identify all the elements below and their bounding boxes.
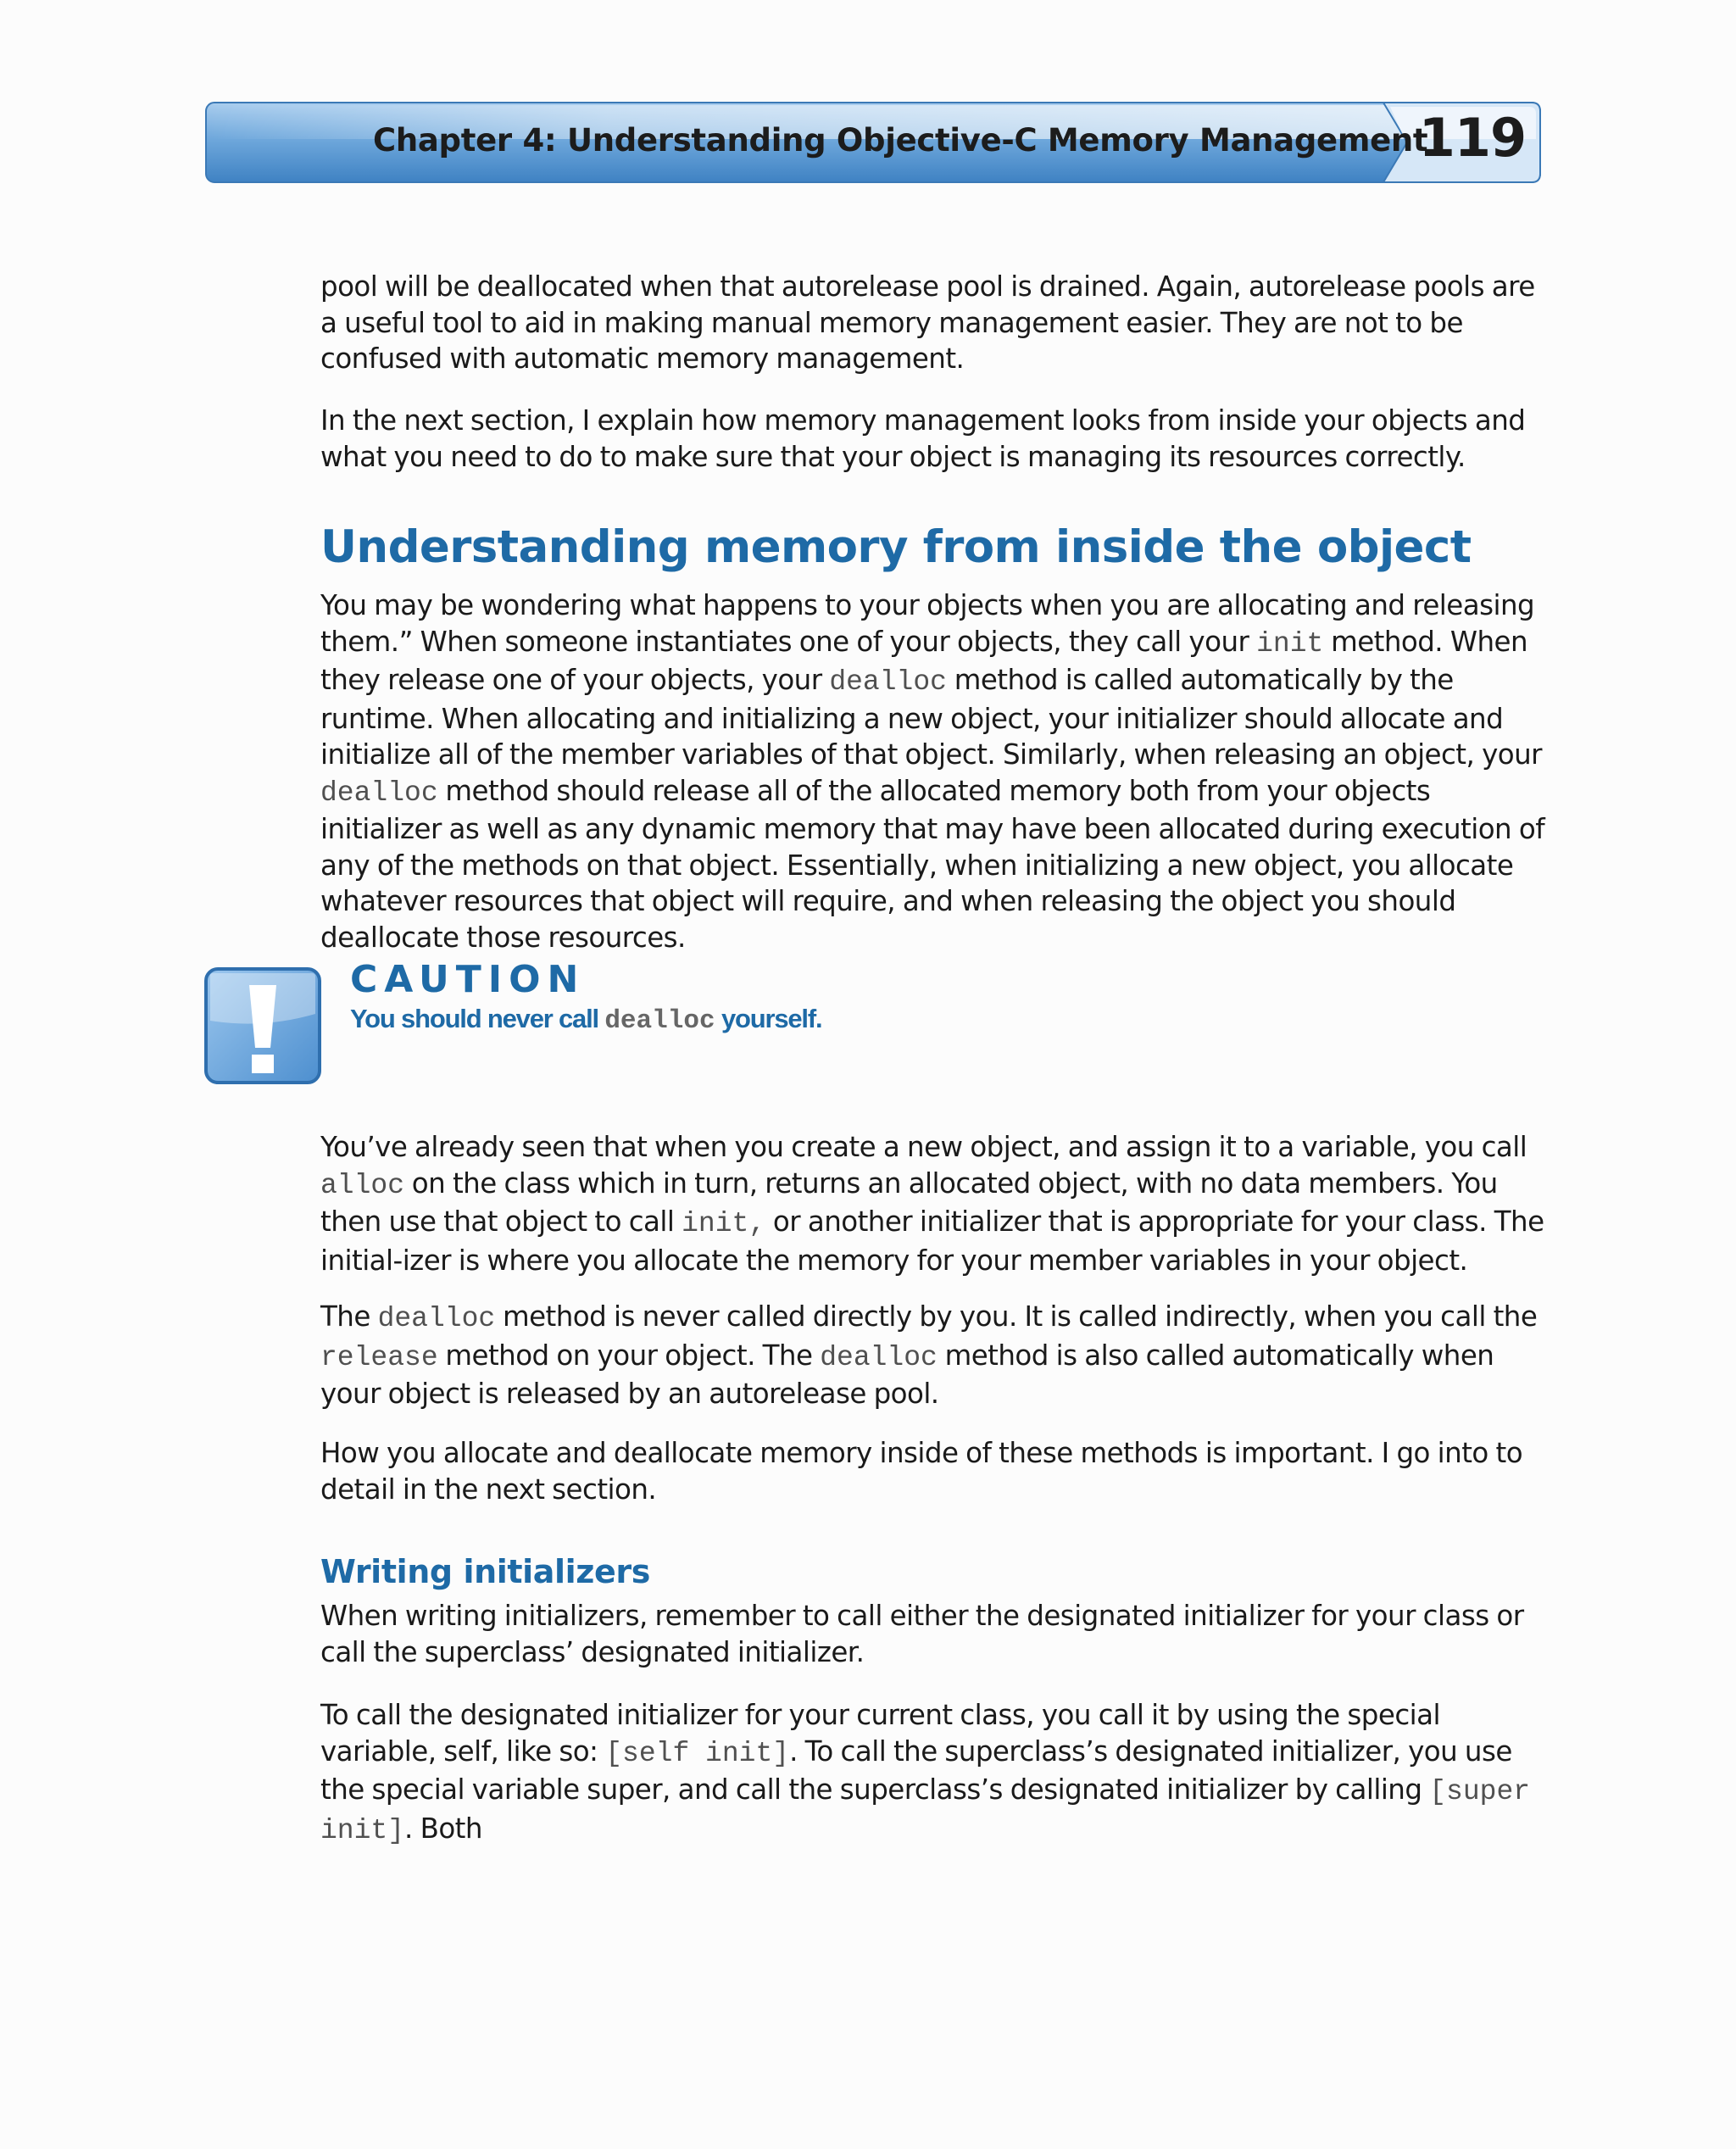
caution-exclamation-icon xyxy=(203,966,322,1085)
paragraph xyxy=(320,1299,1550,1412)
text-run: . To call the superclass’s designated initializer, you use the special variable super, and call the superclass’s designated initializer by calling xyxy=(320,1734,1512,1806)
text-run: method. When they release one of your objects, your xyxy=(320,625,1527,696)
paragraph xyxy=(320,1129,1550,1278)
paragraph: In the next section, I explain how memory management looks from inside your objects and what you need to do to make sure that your object is managing its resources correctly. xyxy=(320,404,1526,473)
caution-heading: CAUTION xyxy=(350,958,586,1001)
inline-code: dealloc xyxy=(377,1303,496,1334)
paragraph: How you allocate and deallocate memory inside of these methods is important. I go into to detail in the next section. xyxy=(320,1437,1523,1506)
text-run: or another initializer that is appropriate for your class. The initial-izer is where you allocate the memory for your member variables in your object. xyxy=(320,1205,1544,1277)
inline-code: init xyxy=(1256,627,1324,660)
inline-code: alloc xyxy=(320,1169,405,1201)
inline-code: dealloc xyxy=(820,1341,938,1373)
text-run: . Both xyxy=(404,1812,482,1845)
subsection-heading: Writing initializers xyxy=(320,1553,650,1590)
text-run: method should release all of the allocated memory both from your objects initializer as well as any dynamic memory that may have been allocated during execution of any of the methods on that object. Essentially, when initializing a new object, you allocate whatever resources that object will require, and when releasing the object you should deallocate those resources. xyxy=(320,774,1545,954)
section-paragraph-1 xyxy=(320,587,1550,955)
inline-code: [self init] xyxy=(605,1737,790,1769)
section-heading: Understanding memory from inside the object xyxy=(320,521,1472,573)
intro-paragraph-1 xyxy=(320,269,1550,377)
caution-text xyxy=(350,1004,821,1036)
subsection-paragraph-2 xyxy=(320,1697,1550,1849)
text-run: To call the designated initializer for your current class, you call it by using the special variable, self, like so: xyxy=(320,1699,1440,1768)
paragraph: When writing initializers, remember to call either the designated initializer for your class or call the superclass’ designated initializer. xyxy=(320,1600,1524,1668)
page-number: 119 xyxy=(1418,107,1527,169)
text-run: The xyxy=(320,1300,378,1333)
text-run: You should never call xyxy=(350,1004,605,1033)
text-run: You’ve already seen that when you create a new object, and assign it to a variable, you call xyxy=(320,1131,1527,1163)
inline-code: [super init] xyxy=(320,1776,1531,1846)
inline-code: release xyxy=(320,1341,438,1373)
inline-code: dealloc xyxy=(829,666,947,698)
text-run: method is never called directly by you. It is called indirectly, when you call the xyxy=(495,1300,1538,1333)
text-run: method is called automatically by the runtime. When allocating and initializing a new object, your initializer should allocate and initialize all of the member variables of that object. Similarly, when releasing an object, your xyxy=(320,664,1542,771)
paragraph: pool will be deallocated when that autorelease pool is drained. Again, autorelease pools are a useful tool to aid in making manual memory management easier. They are not to be confused with automatic memory management. xyxy=(320,270,1535,375)
text-run: You may be wondering what happens to your objects when you are allocating and releasing them.” When someone instantiates one of your objects, they call your xyxy=(320,589,1535,658)
text-run: yourself. xyxy=(715,1004,822,1033)
body-paragraph-dealloc xyxy=(320,1299,1550,1412)
subsection-paragraph-1 xyxy=(320,1598,1550,1670)
paragraph xyxy=(320,1697,1550,1849)
inline-code: init, xyxy=(682,1208,766,1239)
paragraph xyxy=(320,587,1550,955)
chapter-header-bar xyxy=(205,102,1541,183)
text-run: method on your object. The xyxy=(437,1339,821,1372)
inline-code: dealloc xyxy=(320,777,438,809)
body-paragraph-alloc xyxy=(320,1129,1550,1278)
chapter-title: Chapter 4: Understanding Objective-C Memory Management xyxy=(373,122,1428,159)
text-run: method is also called automatically when your object is released by an autorelease pool. xyxy=(320,1339,1494,1410)
intro-paragraph-2 xyxy=(320,403,1550,475)
body-paragraph-methods xyxy=(320,1435,1550,1507)
text-run: on the class which in turn, returns an allocated object, with no data members. You then use that object to call xyxy=(320,1166,1498,1238)
inline-code: dealloc xyxy=(604,1006,715,1036)
